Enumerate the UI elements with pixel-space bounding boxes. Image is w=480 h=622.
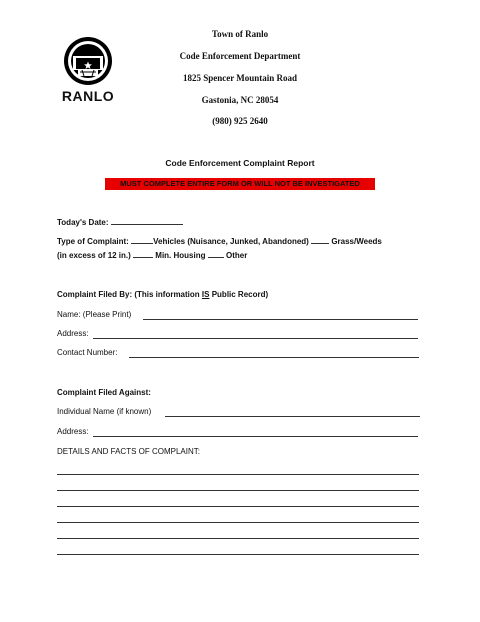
filed-by-address-label: Address: [57, 329, 89, 338]
filed-by-heading-post: Public Record) [211, 290, 269, 299]
contact-number-field[interactable] [129, 357, 419, 358]
filed-against-address-field[interactable] [93, 436, 418, 437]
todays-date-field[interactable] [111, 224, 183, 225]
housing-checkbox-field[interactable] [133, 257, 153, 258]
details-line[interactable] [57, 554, 419, 555]
housing-option-label: Min. Housing [155, 251, 206, 260]
warning-banner: MUST COMPLETE ENTIRE FORM OR WILL NOT BE INVESTIGATED [105, 178, 375, 190]
filed-against-heading: Complaint Filed Against: [57, 388, 151, 397]
filed-by-heading [57, 290, 268, 299]
filed-against-address-label: Address: [57, 427, 89, 436]
details-line[interactable] [57, 506, 419, 507]
vehicles-checkbox-field[interactable] [131, 243, 153, 244]
form-title: Code Enforcement Complaint Report [165, 158, 315, 168]
other-option-label: Other [225, 251, 248, 260]
grass-checkbox-field[interactable] [311, 243, 329, 244]
other-checkbox-field[interactable] [208, 257, 224, 258]
logo-text: RANLO [61, 88, 115, 104]
street-address: 1825 Spencer Mountain Road [182, 73, 298, 83]
details-line[interactable] [57, 538, 419, 539]
complaint-type-label: Type of Complaint: [57, 237, 129, 246]
contact-number-label: Contact Number: [57, 348, 118, 357]
filed-by-address-field[interactable] [93, 338, 418, 339]
town-name: Town of Ranlo [211, 29, 269, 39]
details-label: DETAILS AND FACTS OF COMPLAINT: [57, 447, 200, 456]
todays-date-label: Today's Date: [57, 218, 109, 227]
filed-by-heading-pre: Complaint Filed By: (This information [57, 290, 200, 299]
individual-name-field[interactable] [165, 416, 420, 417]
grass-option-label: Grass/Weeds [331, 237, 382, 246]
details-line[interactable] [57, 490, 419, 491]
details-line[interactable] [57, 522, 419, 523]
town-logo [58, 34, 118, 106]
department-name: Code Enforcement Department [179, 51, 301, 61]
vehicles-option-label: Vehicles (Nuisance, Junked, Abandoned) [153, 237, 309, 246]
complaint-type-row [57, 237, 382, 246]
individual-name-label: Individual Name (if known) [57, 407, 152, 416]
name-field[interactable] [143, 319, 418, 320]
details-line[interactable] [57, 474, 419, 475]
city-address: Gastonia, NC 28054 [201, 95, 279, 105]
complaint-type-row-2 [57, 251, 247, 260]
grass-note: (in excess of 12 in.) [57, 251, 131, 260]
todays-date-row [57, 218, 183, 227]
phone-number: (980) 925 2640 [212, 116, 268, 126]
filed-by-heading-is: IS [201, 290, 210, 299]
name-label: Name: (Please Print) [57, 310, 132, 319]
